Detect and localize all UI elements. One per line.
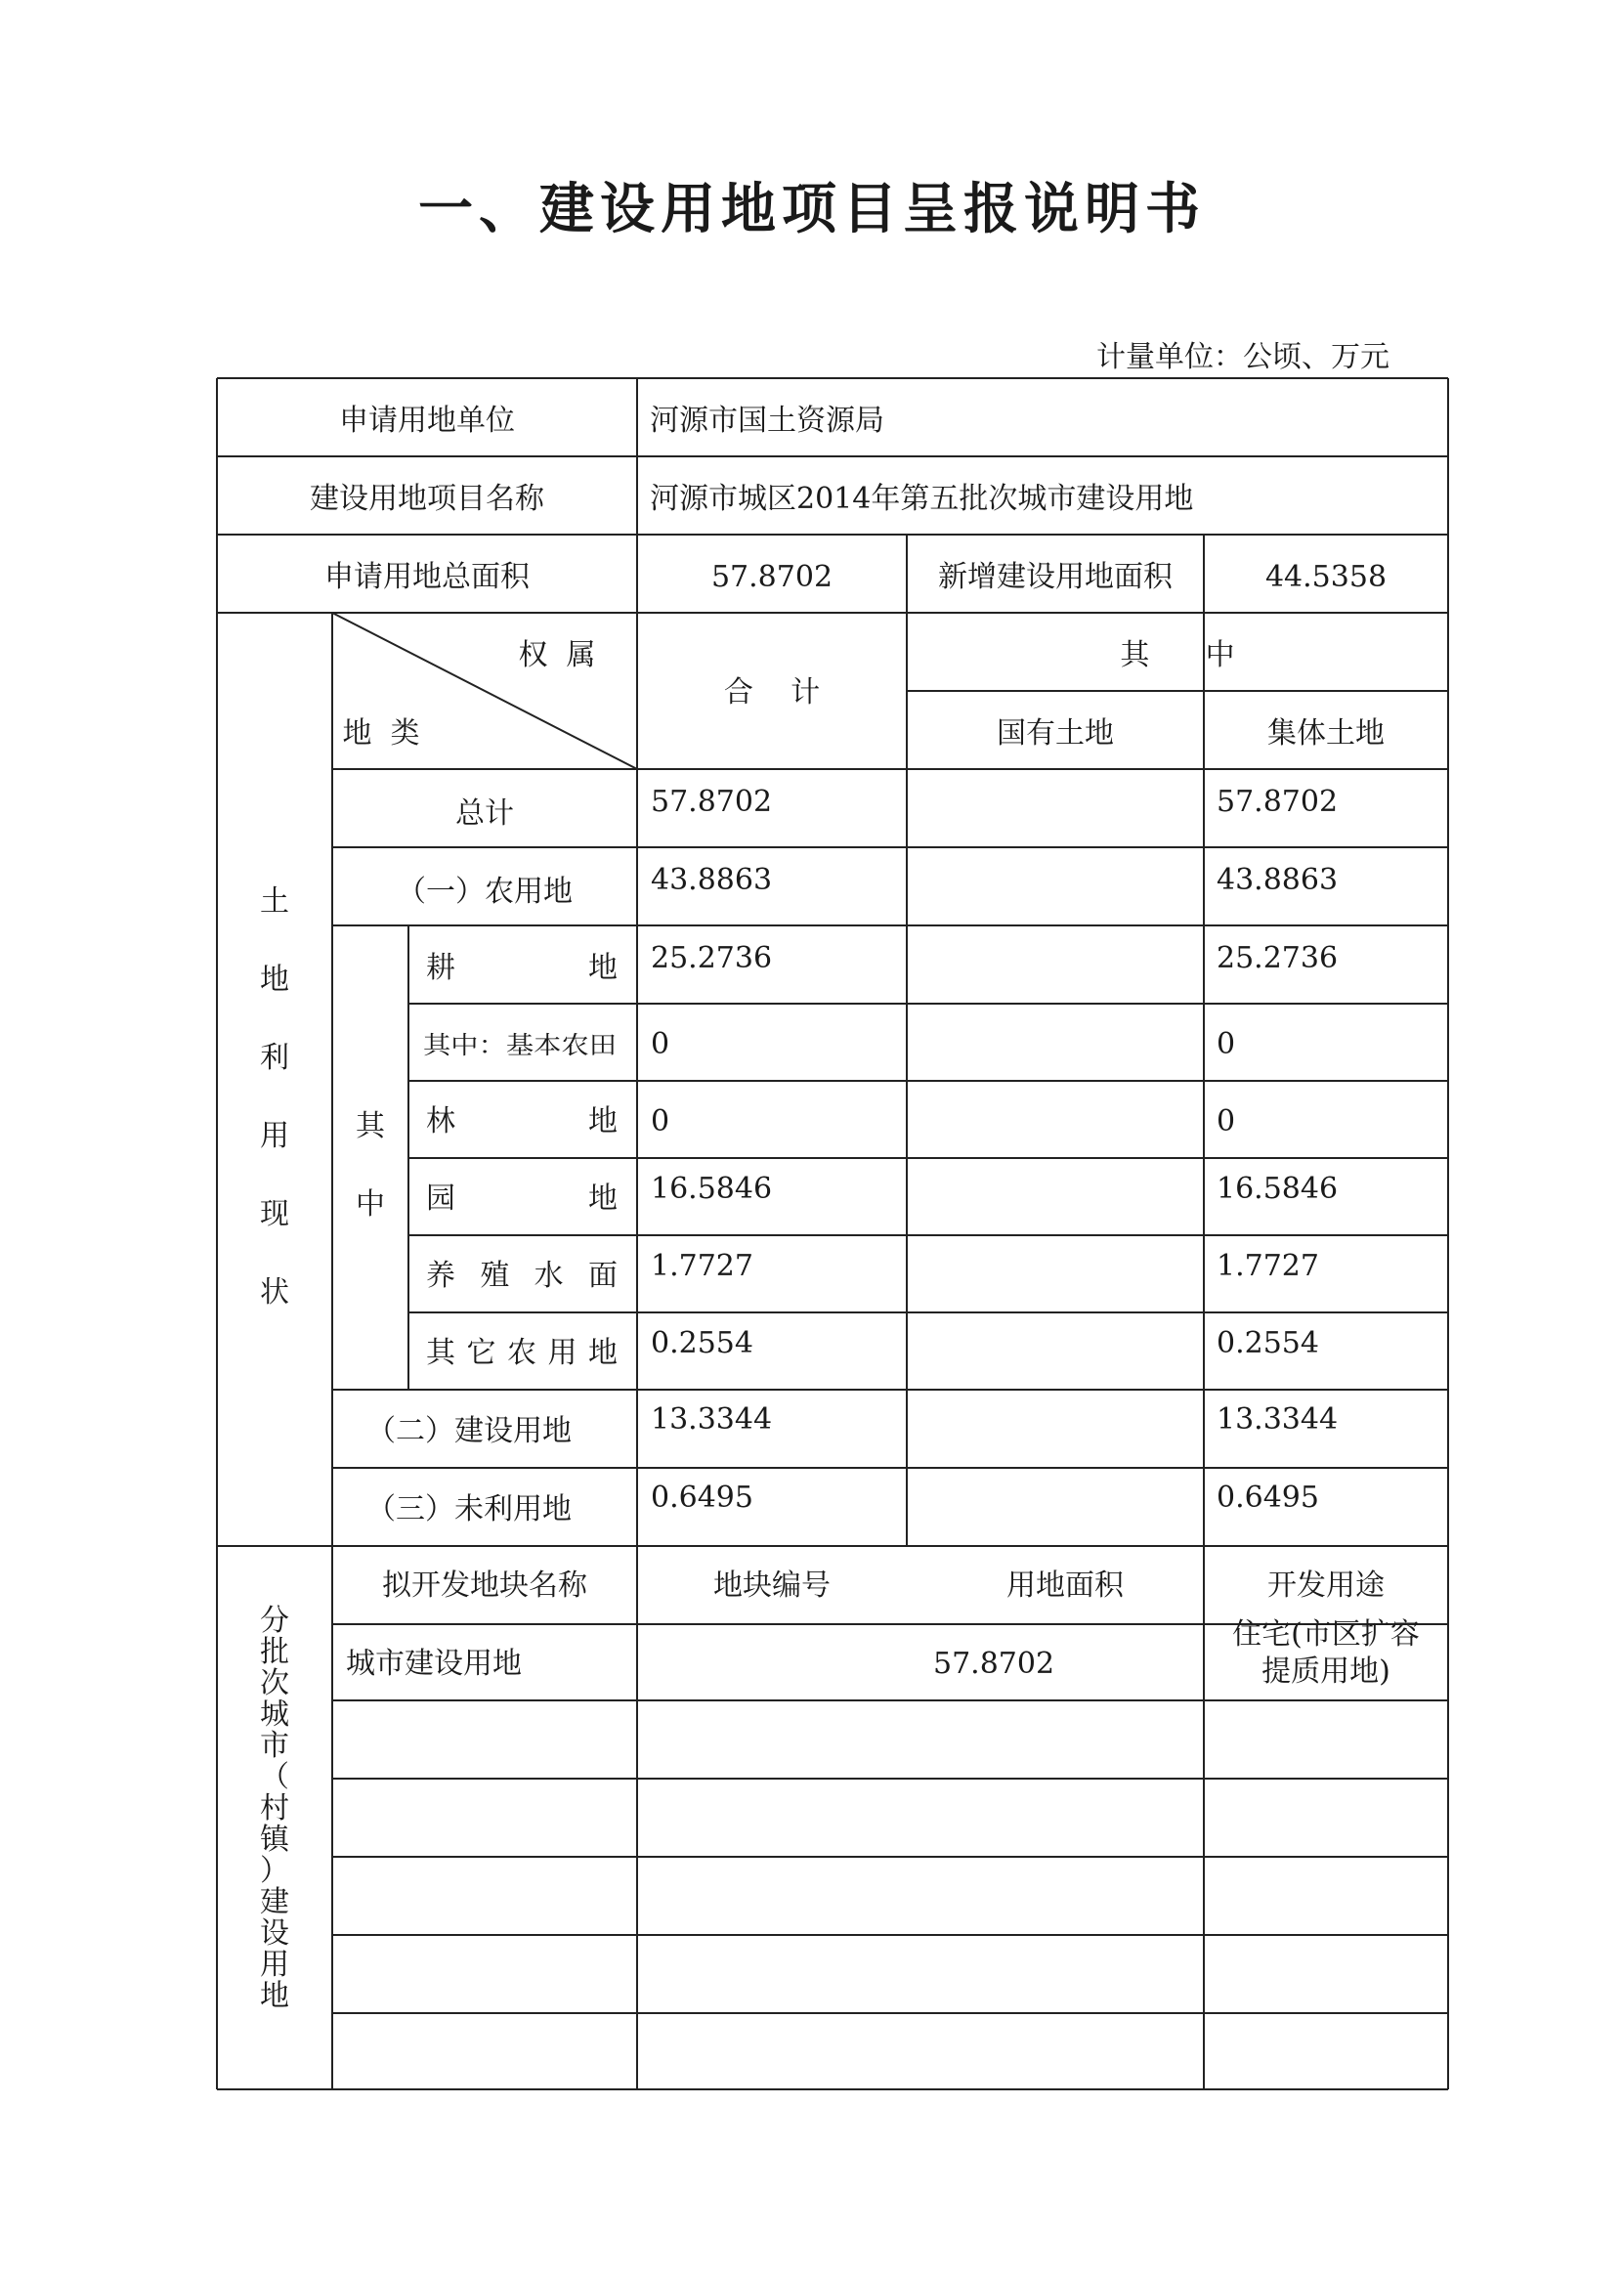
side-char: 用: [260, 1948, 289, 1982]
row-collective: 16.5846: [1217, 1172, 1339, 1206]
parcel-name: 城市建设用地: [346, 1647, 522, 1681]
applicant-value: 河源市国土资源局: [650, 404, 884, 438]
row-label: （三）未利用地: [366, 1492, 572, 1526]
side-char: 批: [260, 1635, 289, 1669]
row-forest: [426, 1104, 1235, 1138]
unit-note: 计量单位：公顷、万元: [1096, 340, 1389, 374]
batch-side-label: [260, 1604, 291, 2013]
table-grid: [217, 378, 1448, 2089]
side-char: 分: [260, 1604, 289, 1638]
row-sum: 1.7727: [651, 1249, 753, 1283]
row-basic-farmland: [423, 1027, 1235, 1061]
category-header: 地 类: [342, 716, 420, 751]
state-land-header: 国有土地: [997, 716, 1114, 751]
row-label: （二）建设用地: [366, 1414, 572, 1448]
land-use-side-label: [260, 884, 289, 1310]
side-char: 镇: [260, 1823, 289, 1857]
row-total: [455, 785, 1338, 831]
row-collective: 0.6495: [1217, 1481, 1319, 1515]
side-char: 现: [260, 1197, 289, 1231]
sum-header: 合 计: [723, 675, 821, 709]
document-title: 一、建设用地项目呈报说明书: [418, 178, 1206, 241]
total-area-label: 申请用地总面积: [324, 560, 530, 594]
side-char: 地: [260, 963, 289, 997]
project-name-label: 建设用地项目名称: [310, 482, 544, 516]
row-collective: 13.3344: [1217, 1402, 1339, 1437]
ownership-header: 权 属: [518, 638, 596, 672]
row-sum: 25.2736: [651, 941, 773, 975]
row-cultivated: [426, 941, 1338, 985]
row-sum: 0.2554: [651, 1326, 753, 1360]
applicant-label: 申请用地单位: [339, 404, 515, 438]
row-sum: 0: [651, 1027, 670, 1061]
row-label: 其中：基本农田: [423, 1031, 617, 1059]
side-char: ）: [260, 1854, 289, 1888]
row-label: 其它农用地: [426, 1336, 618, 1370]
side-char: 建: [260, 1885, 289, 1919]
project-name-value: 河源市城区2014年第五批次城市建设用地: [650, 482, 1194, 516]
row-aquaculture: [426, 1249, 1319, 1293]
side-char: 用: [260, 1119, 289, 1153]
row-agricultural: [397, 863, 1338, 909]
row-sum: 13.3344: [651, 1402, 773, 1437]
parcel-code-header: 地块编号: [713, 1568, 831, 1603]
row-label: 园地: [426, 1181, 618, 1216]
parcel-name-header: 拟开发地块名称: [382, 1568, 587, 1603]
parcel-use-line-2: 提质用地): [1261, 1654, 1390, 1689]
row-label: 耕地: [426, 951, 618, 985]
side-char: 利: [260, 1041, 289, 1075]
among-char-2: 中: [356, 1187, 385, 1222]
side-char: 土: [260, 884, 289, 919]
row-collective: 43.8863: [1217, 863, 1339, 897]
side-char: 市: [260, 1729, 289, 1763]
row-collective: 57.8702: [1217, 785, 1339, 819]
parcel-use-line-1: 住宅(市区扩容: [1232, 1617, 1420, 1652]
row-label: （一）农用地: [397, 875, 573, 909]
row-label: 养殖水面: [426, 1259, 618, 1293]
side-char: 次: [260, 1666, 289, 1700]
side-char: 地: [260, 1979, 289, 2013]
side-char: 设: [260, 1916, 289, 1951]
batch-row: [346, 1617, 1420, 1689]
row-label: 林地: [426, 1104, 618, 1138]
total-area-value: 57.8702: [710, 560, 833, 594]
side-char: 城: [260, 1697, 289, 1732]
row-other-agricultural: [426, 1326, 1319, 1370]
row-sum: 43.8863: [651, 863, 773, 897]
parcel-area: 57.8702: [933, 1647, 1055, 1681]
row-construction: [366, 1402, 1338, 1448]
side-char: （: [260, 1760, 289, 1794]
new-area-label: 新增建设用地面积: [938, 560, 1173, 594]
row-collective: 0.2554: [1217, 1326, 1319, 1360]
among-char-1: 其: [356, 1109, 385, 1143]
row-collective: 0: [1217, 1027, 1236, 1061]
side-char: 状: [260, 1275, 289, 1310]
row-unused: [366, 1481, 1319, 1526]
row-sum: 16.5846: [651, 1172, 773, 1206]
side-char: 村: [260, 1791, 289, 1826]
row-collective: 1.7727: [1217, 1249, 1319, 1283]
row-sum: 0: [651, 1104, 670, 1138]
row-collective: 0: [1217, 1104, 1236, 1138]
collective-land-header: 集体土地: [1267, 716, 1385, 751]
new-area-value: 44.5358: [1264, 560, 1388, 594]
row-garden: [426, 1172, 1338, 1216]
row-collective: 25.2736: [1217, 941, 1339, 975]
row-sum: 57.8702: [651, 785, 773, 819]
parcel-area-header: 用地面积: [1006, 1568, 1124, 1603]
row-label: 总计: [455, 796, 514, 831]
among-header: 其 中: [1120, 638, 1235, 672]
parcel-use-header: 开发用途: [1267, 1568, 1385, 1603]
row-sum: 0.6495: [651, 1481, 753, 1515]
